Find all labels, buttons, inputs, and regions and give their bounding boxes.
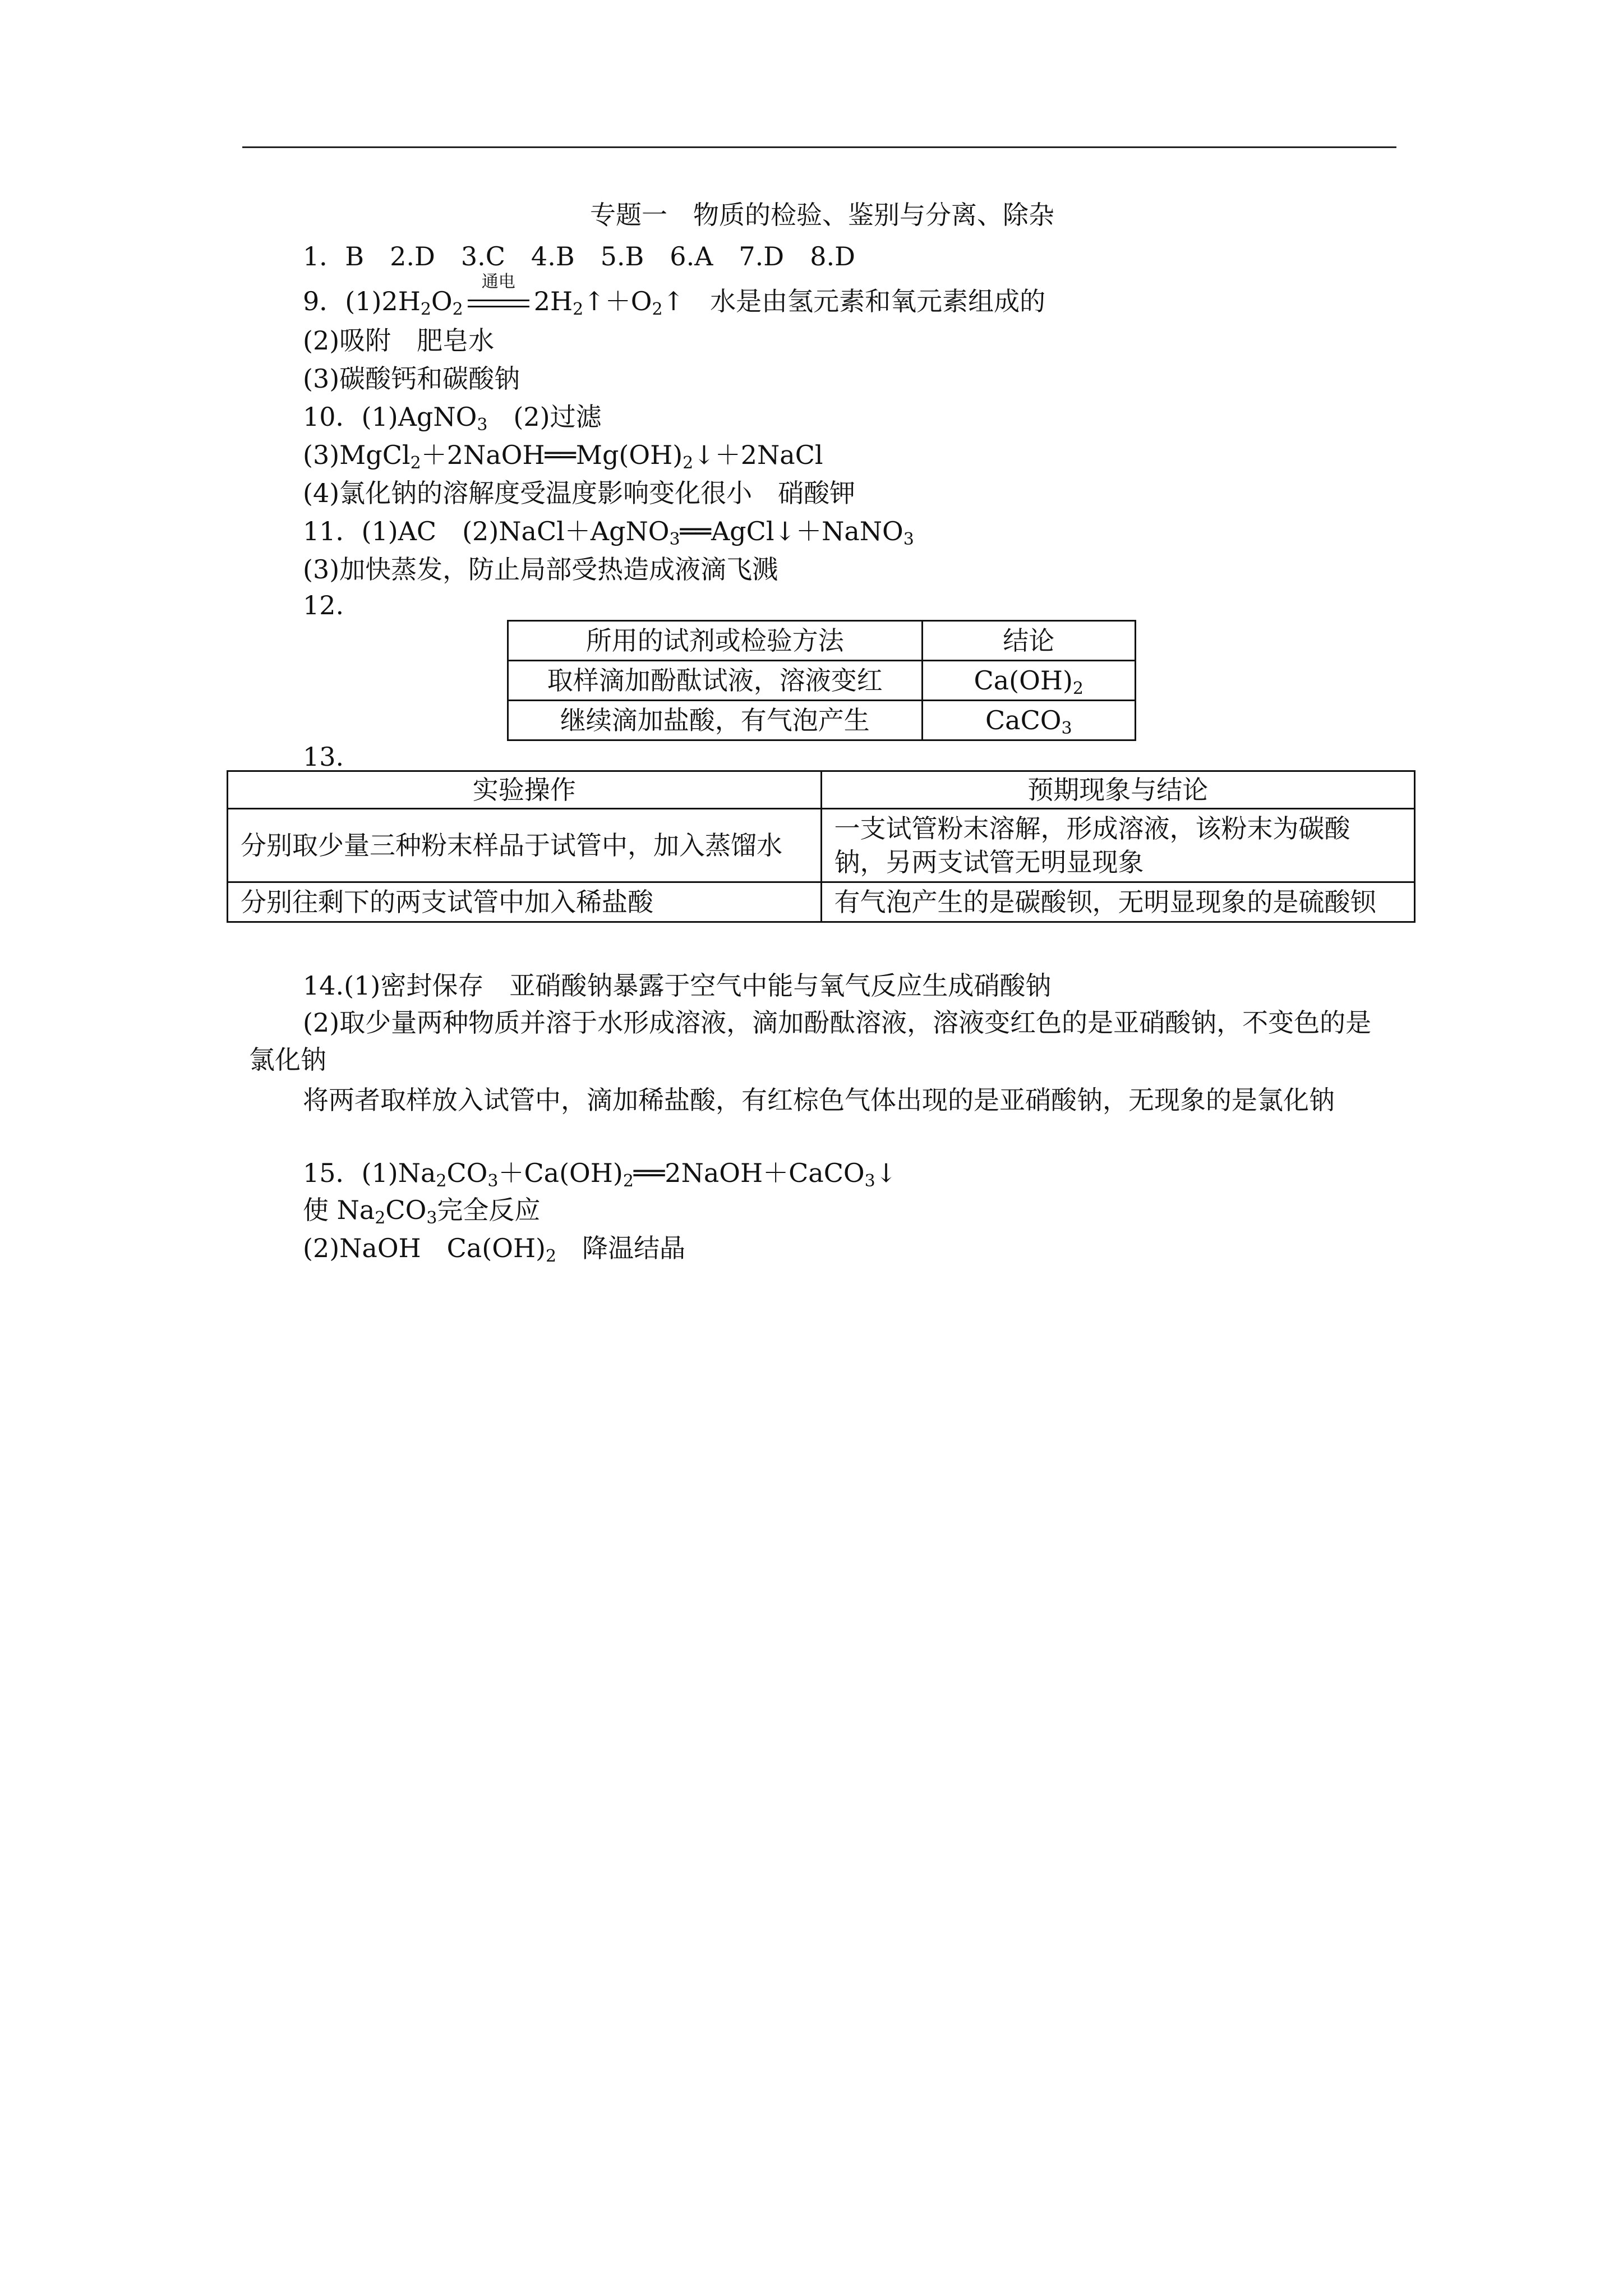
subscript: 3 <box>669 530 680 549</box>
table-header-cell: 所用的试剂或检验方法 <box>508 621 923 661</box>
subscript: 2 <box>573 300 584 319</box>
answer-13-table <box>227 770 1415 923</box>
answer-10-line-1 <box>303 399 602 434</box>
table-header-cell: 结论 <box>922 621 1135 661</box>
text: O <box>431 286 453 316</box>
text: (2)NaOH Ca(OH) <box>303 1233 546 1263</box>
text: ↑ 水是由氢元素和氧元素组成的 <box>662 286 1046 316</box>
text: 15．(1)Na <box>303 1158 436 1188</box>
answer-13-label: 13. <box>303 742 344 772</box>
text: 11．(1)AC (2)NaCl＋AgNO <box>303 516 670 546</box>
answer-15-line-1 <box>303 1156 897 1190</box>
answer-10-line-3: (4)氯化钠的溶解度受温度影响变化很小 硝酸钾 <box>303 478 856 508</box>
subscript: 3 <box>477 415 488 435</box>
subscript: 2 <box>1072 679 1083 698</box>
text: Ca(OH) <box>974 665 1073 696</box>
table-header-row <box>228 771 1415 809</box>
text: ＋2NaOH══Mg(OH) <box>421 440 683 470</box>
answer-12-label: 12. <box>303 590 344 620</box>
answer-14-line-1: 14.(1)密封保存 亚硝酸钠暴露于空气中能与氧气反应生成硝酸钠 <box>303 970 1052 1001</box>
answer-12-table <box>507 620 1136 741</box>
text: (2)过滤 <box>487 402 602 432</box>
table-header-cell: 预期现象与结论 <box>821 771 1415 809</box>
subscript: 2 <box>546 1246 557 1266</box>
answer-15-line-2 <box>303 1193 540 1227</box>
page-title: 专题一 物质的检验、鉴别与分离、除杂 <box>590 200 1054 230</box>
text: ＋Ca(OH) <box>498 1158 623 1188</box>
reaction-condition-sign <box>468 272 529 319</box>
subscript: 3 <box>426 1208 437 1228</box>
text: CO <box>385 1195 427 1225</box>
table-header-cell: 实验操作 <box>228 771 822 809</box>
text: CaCO <box>985 705 1062 735</box>
subscript: 2 <box>452 300 463 319</box>
table-row <box>508 701 1136 740</box>
subscript: 2 <box>375 1208 386 1228</box>
answer-11-line-2: (3)加快蒸发，防止局部受热造成液滴飞溅 <box>303 554 778 585</box>
subscript: 3 <box>1061 719 1072 738</box>
table-header-row <box>508 621 1136 661</box>
text: ══2NaOH＋CaCO <box>633 1158 865 1188</box>
table-row <box>228 809 1415 882</box>
text: 10．(1)AgNO <box>303 402 477 432</box>
subscript: 3 <box>487 1171 499 1191</box>
answer-9-line-1 <box>303 272 1046 319</box>
subscript: 2 <box>436 1171 447 1191</box>
answer-9-line-3: (3)碳酸钙和碳酸钠 <box>303 364 520 394</box>
subscript: 2 <box>683 453 694 473</box>
table-row <box>228 882 1415 922</box>
text: ↓＋2NaCl <box>693 440 823 470</box>
answer-14-paragraph-2: (2)取少量两种物质并溶于水形成溶液，滴加酚酞溶液，溶液变红色的是亚硝酸钠，不变色的是氯化钠 <box>249 1007 1372 1075</box>
text: 使 Na <box>303 1195 375 1225</box>
subscript: 3 <box>864 1171 875 1191</box>
table-row <box>508 661 1136 701</box>
reaction-condition: 通电 <box>481 272 515 292</box>
subscript: 3 <box>903 530 914 549</box>
table-cell <box>922 661 1135 701</box>
text: ↓ <box>875 1158 897 1188</box>
subscript: 2 <box>652 300 663 319</box>
answer-10-line-2 <box>303 438 823 472</box>
table-cell: 有气泡产生的是碳酸钡，无明显现象的是硫酸钡 <box>821 882 1415 922</box>
answer-9-line-2: (2)吸附 肥皂水 <box>303 325 495 356</box>
table-cell: 取样滴加酚酞试液，溶液变红 <box>508 661 923 701</box>
equals-bars <box>468 300 529 307</box>
text: 完全反应 <box>437 1195 541 1225</box>
table-cell: 一支试管粉末溶解，形成溶液，该粉末为碳酸钠，另两支试管无明显现象 <box>821 809 1415 882</box>
table-cell: 分别往剩下的两支试管中加入稀盐酸 <box>228 882 822 922</box>
subscript: 2 <box>623 1171 634 1191</box>
subscript: 2 <box>410 453 421 473</box>
text: ══AgCl↓＋NaNO <box>680 516 903 546</box>
subscript: 2 <box>420 300 431 319</box>
header-rule <box>242 146 1396 148</box>
text: ↑＋O <box>583 286 652 316</box>
answer-11-line-1 <box>303 514 914 549</box>
answer-15-line-3 <box>303 1231 685 1266</box>
answers-1-8: 1．B 2.D 3.C 4.B 5.B 6.A 7.D 8.D <box>303 241 855 272</box>
text: 降温结晶 <box>556 1233 686 1263</box>
table-cell: 继续滴加盐酸，有气泡产生 <box>508 701 923 740</box>
table-cell <box>922 701 1135 740</box>
text: 2H <box>533 286 573 316</box>
answer-14-paragraph-3: 将两者取样放入试管中，滴加稀盐酸，有红棕色气体出现的是亚硝酸钠，无现象的是氯化钠 <box>303 1085 1335 1115</box>
table-cell: 分别取少量三种粉末样品于试管中，加入蒸馏水 <box>228 809 822 882</box>
text: (3)MgCl <box>303 440 411 470</box>
text: CO <box>446 1158 488 1188</box>
text: 9．(1)2H <box>303 286 421 316</box>
